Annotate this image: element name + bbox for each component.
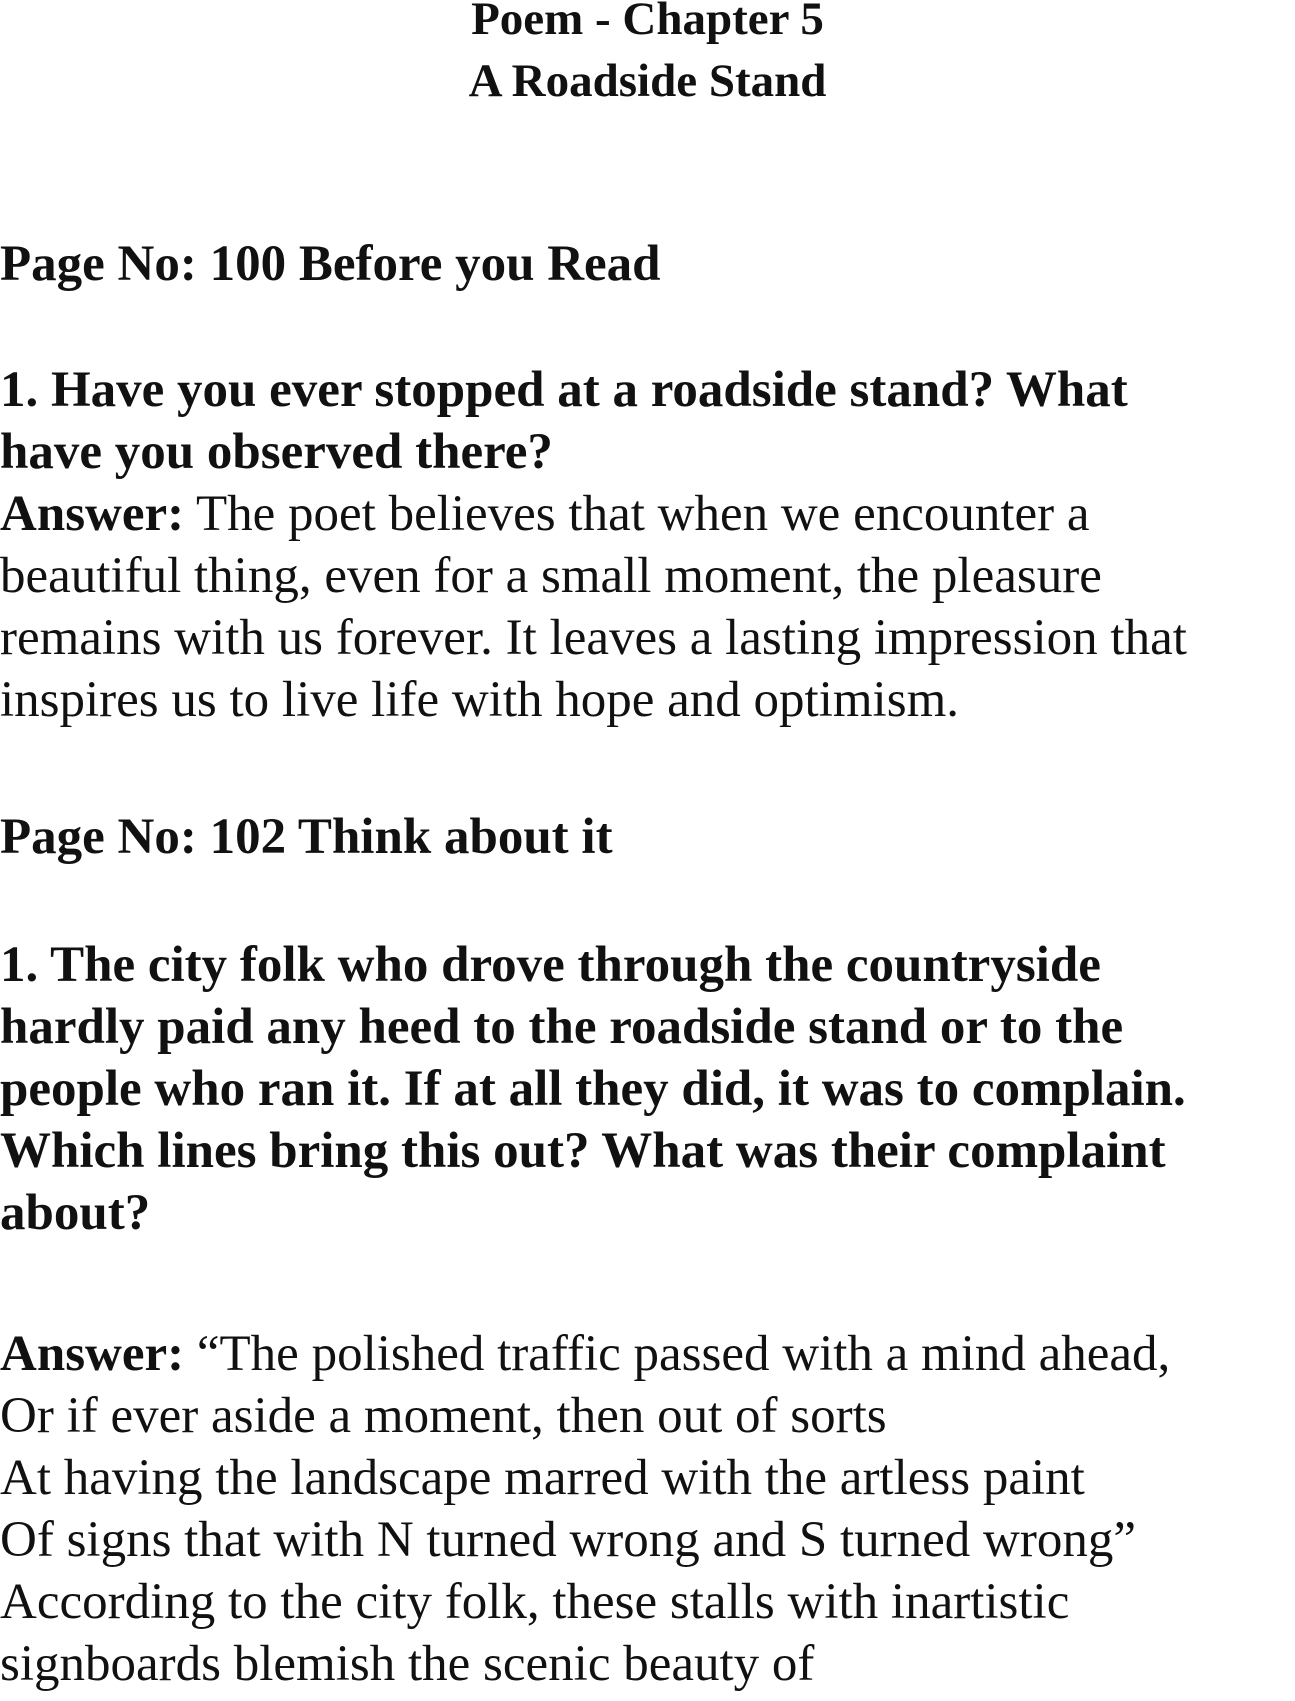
answer-text: The poet believes that when we encounter a	[184, 486, 1090, 542]
answer-text: “The polished traffic passed with a mind ahead,	[184, 1326, 1171, 1382]
question-line: 1. Have you ever stopped at a roadside stand? What	[0, 362, 1128, 418]
question-line: Which lines bring this out? What was their complaint	[0, 1123, 1166, 1179]
question-line: about?	[0, 1185, 151, 1241]
answer-line	[0, 1322, 1170, 1386]
answer-line: According to the city folk, these stalls with inartistic	[0, 1574, 1070, 1630]
answer-line: beautiful thing, even for a small moment, the pleasure	[0, 548, 1102, 604]
section-heading: Page No: 100 Before you Read	[0, 236, 661, 292]
answer-label: Answer:	[0, 486, 185, 542]
section-heading: Page No: 102 Think about it	[0, 809, 613, 865]
answer-label: Answer:	[0, 1326, 185, 1382]
poem-title: A Roadside Stand	[468, 55, 827, 107]
answer-line: inspires us to live life with hope and optimism.	[0, 672, 959, 728]
question-line: 1. The city folk who drove through the countryside	[0, 937, 1101, 993]
answer-line: signboards blemish the scenic beauty of	[0, 1636, 815, 1692]
answer-line: remains with us forever. It leaves a lasting impression that	[0, 610, 1187, 666]
question-line: have you observed there?	[0, 424, 553, 480]
chapter-title: Poem - Chapter 5	[471, 0, 824, 45]
question-line: people who ran it. If at all they did, it was to complain.	[0, 1061, 1186, 1117]
answer-line	[0, 482, 1090, 546]
answer-line: Or if ever aside a moment, then out of sorts	[0, 1388, 887, 1444]
question-line: hardly paid any heed to the roadside stand or to the	[0, 999, 1124, 1055]
answer-line: At having the landscape marred with the artless paint	[0, 1450, 1085, 1506]
answer-line: Of signs that with N turned wrong and S turned wrong”	[0, 1512, 1136, 1568]
